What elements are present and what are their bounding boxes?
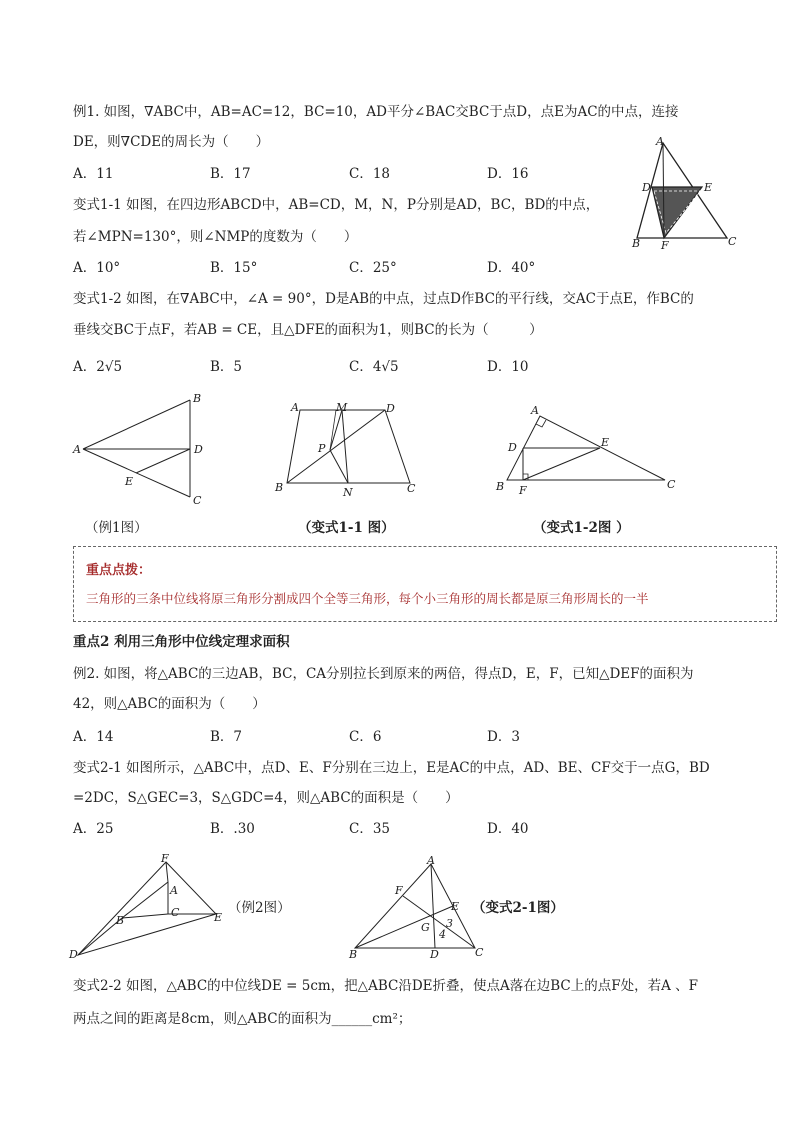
fig-topright-label-d: D [642, 181, 651, 194]
v12-line1: 变式1-2 如图，在∇ABC中，∠A = 90°，D是AB的中点，过点D作BC的平行线，交AC于点E，作BC的 [73, 291, 694, 307]
fig2-label-c: C [171, 906, 180, 919]
fig21-label-f: F [395, 884, 403, 897]
fig2-label-a: A [170, 884, 178, 897]
fig-topright-label-f: F [661, 239, 669, 252]
fig-topright-label-a: A [656, 135, 664, 148]
fig11-label-m: M [336, 401, 348, 414]
v21-option-a: A．25 [73, 821, 114, 837]
ex2-option-d: D．3 [487, 729, 520, 745]
key-point-box [73, 546, 777, 622]
fig-topright-label-e: E [704, 181, 713, 194]
ex1-option-d: D．16 [487, 166, 529, 182]
v21-option-d: D．40 [487, 821, 529, 837]
ex2-option-a: A．14 [73, 729, 114, 745]
v21-line2: =2DC，S△GEC=3，S△GDC=4，则△ABC的面积是（ ） [73, 790, 459, 806]
fig11-label-a: A [291, 401, 299, 414]
v12-line2: 垂线交BC于点F，若AB = CE，且△DFE的面积为1，则BC的长为（ ） [73, 322, 543, 338]
v21-option-b: B．.30 [210, 821, 255, 837]
fig21-label-3: 3 [446, 917, 453, 930]
v11-option-a: A．10° [73, 260, 121, 276]
fig1-label-a: A [73, 443, 81, 456]
caption-fig12: （变式1-2图 ） [533, 520, 630, 536]
fig2-label-d: D [69, 948, 78, 961]
ex2-option-b: B．7 [210, 729, 243, 745]
figure-ex1 [70, 392, 210, 512]
fig11-label-p: P [318, 442, 326, 455]
fig12-label-a: A [531, 404, 539, 417]
ex2-option-c: C．6 [349, 729, 382, 745]
v22-line2: 两点之间的距离是8cm，则△ABC的面积为______cm²； [73, 1011, 412, 1027]
fig11-label-n: N [343, 486, 353, 499]
v12-option-c: C．4√5 [349, 359, 399, 375]
ex1-option-b: B．17 [210, 166, 251, 182]
v11-line1: 变式1-1 如图，在四边形ABCD中，AB=CD，M，N，P分别是AD，BC，BD的中点， [73, 197, 600, 213]
caption-fig21: （变式2-1图） [472, 900, 564, 916]
fig21-label-c: C [475, 946, 484, 959]
fig12-label-e: E [601, 436, 610, 449]
fig11-label-c: C [407, 482, 416, 495]
fig11-label-b: B [275, 481, 284, 494]
fig12-label-d: D [508, 441, 517, 454]
ex1-line1: 例1. 如图，∇ABC中，AB=AC=12，BC=10，AD平分∠BAC交BC于点D，点E为AC的中点，连接 [73, 104, 679, 120]
v11-line2: 若∠MPN=130°，则∠NMP的度数为（ ） [73, 229, 358, 245]
fig-topright-label-b: B [632, 237, 641, 250]
v21-line1: 变式2-1 如图所示，△ABC中，点D、E、F分别在三边上，E是AC的中点，AD、BE、CF交于一点G，BD [73, 760, 710, 776]
fig21-label-b: B [349, 948, 358, 961]
fig2-label-b: B [116, 914, 125, 927]
v12-option-b: B．5 [210, 359, 243, 375]
fig21-label-a: A [427, 854, 435, 867]
fig-topright-label-c: C [728, 235, 737, 248]
ex2-line2: 42，则△ABC的面积为（ ） [73, 696, 266, 712]
fig1-label-e: E [125, 475, 134, 488]
ex2-line1: 例2. 如图，将△ABC的三边AB，BC，CA分别拉长到原来的两倍，得点D，E，F，已知△DEF的面积为 [73, 666, 694, 682]
caption-fig11: （变式1-1 图） [298, 520, 395, 536]
ex1-line2: DE，则∇CDE的周长为（ ） [73, 134, 270, 150]
fig21-label-d: D [430, 948, 439, 961]
caption-fig1: （例1图） [85, 520, 148, 536]
key-point-body: 三角形的三条中位线将原三角形分割成四个全等三角形，每个小三角形的周长都是原三角形周长的一半 [86, 591, 649, 606]
ex1-option-c: C．18 [349, 166, 391, 182]
v21-option-c: C．35 [349, 821, 391, 837]
fig2-label-f: F [161, 852, 169, 865]
figure-ex2 [68, 852, 228, 962]
v11-option-d: D．40° [487, 260, 536, 276]
fig2-label-e: E [214, 911, 223, 924]
fig12-label-b: B [496, 480, 505, 493]
fig1-label-c: C [193, 494, 202, 507]
fig11-label-d: D [386, 402, 395, 415]
figure-topright [630, 135, 750, 255]
fig12-label-c: C [667, 478, 676, 491]
key-point-title: 重点点拨： [86, 563, 152, 578]
v12-option-d: D．10 [487, 359, 529, 375]
v11-option-c: C．25° [349, 260, 397, 276]
fig21-label-e: E [451, 900, 460, 913]
v12-option-a: A．2√5 [73, 359, 123, 375]
figure-v12 [495, 402, 685, 502]
ex1-option-a: A．11 [73, 166, 114, 182]
fig21-label-g: G [421, 921, 430, 934]
v11-option-b: B．15° [210, 260, 258, 276]
fig1-label-b: B [193, 392, 202, 405]
caption-fig2: （例2图） [228, 900, 291, 916]
fig12-label-f: F [519, 484, 527, 497]
fig1-label-d: D [194, 443, 203, 456]
fig21-label-4: 4 [439, 928, 446, 941]
v22-line1: 变式2-2 如图，△ABC的中位线DE = 5cm，把△ABC沿DE折叠，使点A落在边BC上的点F处，若A 、F [73, 978, 699, 994]
figure-v11 [270, 398, 430, 508]
section2-heading: 重点2 利用三角形中位线定理求面积 [73, 634, 290, 650]
